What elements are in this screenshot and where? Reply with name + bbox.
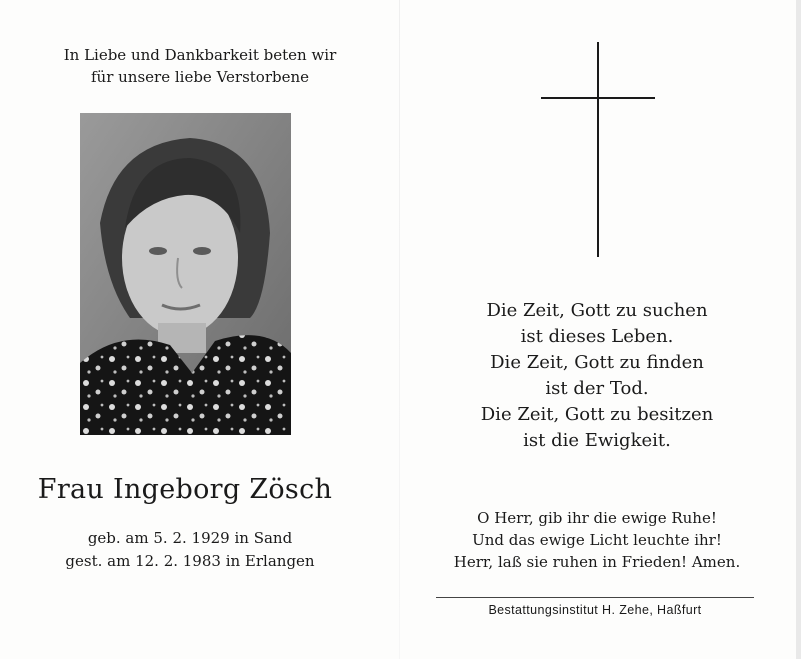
cross-horizontal-beam (541, 97, 655, 99)
card-fold (399, 0, 400, 659)
cross-icon (541, 42, 655, 257)
verse-line: ist der Tod. (545, 378, 649, 399)
birth-date: geb. am 5. 2. 1929 in Sand (87, 529, 293, 547)
prayer-line: Herr, laß sie ruhen in Frieden! Amen. (453, 553, 741, 571)
prayer (430, 507, 764, 573)
intro-text (20, 44, 380, 88)
verse-line: Die Zeit, Gott zu besitzen (480, 404, 714, 425)
verse (440, 298, 754, 454)
verse-line: Die Zeit, Gott zu suchen (486, 300, 708, 321)
cross-vertical-beam (597, 42, 599, 257)
prayer-line: O Herr, gib ihr die ewige Ruhe! (477, 509, 717, 527)
intro-line: In Liebe und Dankbarkeit beten wir (63, 46, 337, 64)
undertaker-credit: Bestattungsinstitut H. Zehe, Haßfurt (488, 603, 702, 617)
portrait-illustration (80, 113, 291, 435)
card-edge (796, 0, 801, 659)
life-dates (20, 527, 360, 573)
verse-line: ist die Ewigkeit. (523, 430, 671, 451)
death-date: gest. am 12. 2. 1983 in Erlangen (65, 552, 315, 570)
verse-line: ist dieses Leben. (520, 326, 674, 347)
footer-divider (436, 597, 754, 598)
prayer-line: Und das ewige Licht leuchte ihr! (472, 531, 722, 549)
deceased-name: Frau Ingeborg Zösch (37, 474, 333, 505)
intro-line: für unsere liebe Verstorbene (90, 68, 310, 86)
portrait-photo (80, 113, 291, 435)
verse-line: Die Zeit, Gott zu finden (490, 352, 704, 373)
